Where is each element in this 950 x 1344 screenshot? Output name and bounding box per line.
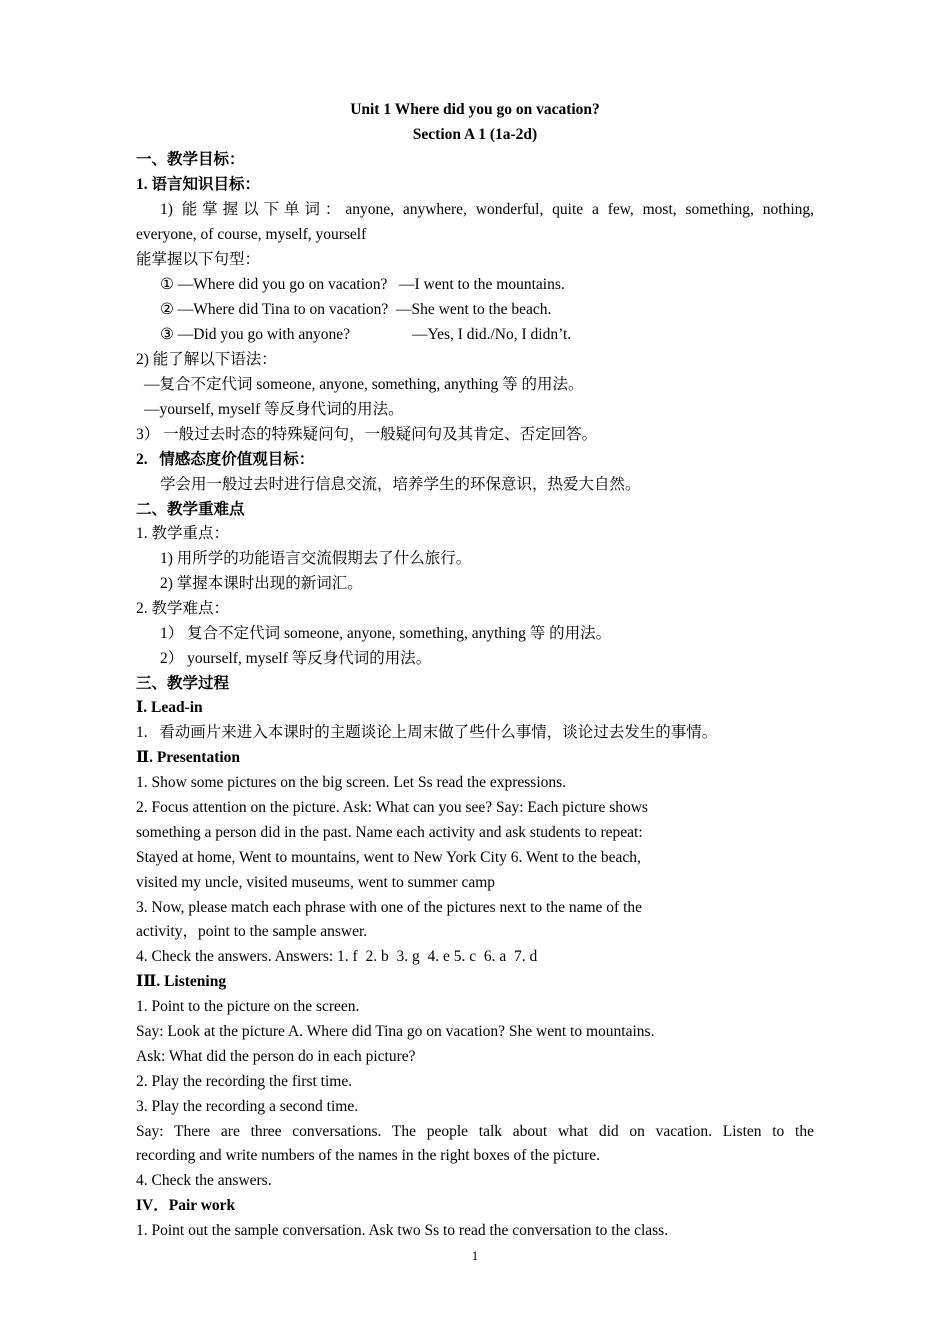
heading-attitude-goals: 2. 情感态度价值观目标： bbox=[136, 451, 315, 468]
text-line: Say: Look at the picture A. Where did Tina go on vacation? She went to mountains. bbox=[136, 1023, 655, 1040]
text-line: 2. 教学难点： bbox=[136, 600, 230, 617]
text-line: everyone, of course, myself, yourself bbox=[136, 226, 367, 243]
heading-pair-work: IV．Pair work bbox=[136, 1197, 236, 1214]
document-subtitle: Section A 1 (1a-2d) bbox=[412, 126, 538, 143]
heading-presentation: Ⅱ. Presentation bbox=[136, 749, 241, 766]
text-line: 2） yourself, myself 等反身代词的用法。 bbox=[160, 650, 432, 667]
text-line: 2. Focus attention on the picture. Ask: What can you see? Say: Each picture shows bbox=[136, 799, 648, 816]
text-line: 1. 看动画片来进入本课时的主题谈论上周末做了些什么事情，谈论过去发生的事情。 bbox=[136, 724, 718, 741]
text-line: 1. 教学重点： bbox=[136, 525, 230, 542]
page-number: 1 bbox=[471, 1248, 479, 1263]
text-line: 1. Point to the picture on the screen. bbox=[136, 998, 360, 1015]
text-line: 2) 掌握本课时出现的新词汇。 bbox=[160, 575, 363, 592]
text-line: 2. Play the recording the first time. bbox=[136, 1073, 353, 1090]
text-line: —复合不定代词 someone, anyone, something, anything 等 的用法。 bbox=[144, 376, 584, 393]
text-line: visited my uncle, visited museums, went to summer camp bbox=[136, 874, 496, 891]
text-line: Ask: What did the person do in each picture? bbox=[136, 1048, 416, 1065]
text-line: 能掌握以下句型： bbox=[136, 251, 261, 268]
sentence-pattern-2: ② —Where did Tina to on vacation? —She went to the beach. bbox=[160, 301, 552, 318]
heading-objectives: 一、教学目标： bbox=[136, 151, 245, 168]
text-line: 1) 用所学的功能语言交流假期去了什么旅行。 bbox=[160, 550, 472, 567]
text-line: Say: There are three conversations. The people talk about what did on vacation. Listen to the bbox=[136, 1123, 814, 1140]
text-line: 1. Point out the sample conversation. Ask two Ss to read the conversation to the class. bbox=[136, 1222, 669, 1239]
text-line: 1) 能掌握以下单词：anyone, anywhere, wonderful, quite a few, most, something, nothing, bbox=[160, 201, 814, 218]
text-line: 1） 复合不定代词 someone, anyone, something, anything 等 的用法。 bbox=[160, 625, 612, 642]
text-line: 2) 能了解以下语法： bbox=[136, 351, 277, 368]
document-title: Unit 1 Where did you go on vacation? bbox=[350, 101, 600, 118]
text-line: —yourself, myself 等反身代词的用法。 bbox=[144, 401, 404, 418]
text-line: Stayed at home, Went to mountains, went to New York City 6. Went to the beach, bbox=[136, 849, 641, 866]
text-line: 4. Check the answers. bbox=[136, 1172, 272, 1189]
text-line: 3. Now, please match each phrase with one of the pictures next to the name of the bbox=[136, 899, 643, 916]
heading-lead-in: Ⅰ. Lead-in bbox=[136, 699, 203, 716]
text-line: 1. Show some pictures on the big screen. Let Ss read the expressions. bbox=[136, 774, 567, 791]
heading-key-points: 二、教学重难点 bbox=[136, 501, 245, 518]
text-line: 学会用一般过去时进行信息交流，培养学生的环保意识，热爱大自然。 bbox=[160, 476, 641, 493]
text-line: activity，point to the sample answer. bbox=[136, 923, 368, 940]
sentence-pattern-3: ③ —Did you go with anyone? —Yes, I did./No, I didn’t. bbox=[160, 326, 572, 343]
sentence-pattern-1: ① —Where did you go on vacation? —I went to the mountains. bbox=[160, 276, 565, 293]
heading-teaching-process: 三、教学过程 bbox=[136, 675, 230, 692]
text-line: something a person did in the past. Name each activity and ask students to repeat: bbox=[136, 824, 643, 841]
text-line: recording and write numbers of the names in the right boxes of the picture. bbox=[136, 1147, 601, 1164]
text-line: 3. Play the recording a second time. bbox=[136, 1098, 359, 1115]
text-line: 3） 一般过去时态的特殊疑问句，一般疑问句及其肯定、否定回答。 bbox=[136, 426, 598, 443]
heading-listening: ⅠⅡ. Listening bbox=[136, 973, 227, 990]
text-line: 4. Check the answers. Answers: 1. f 2. b 3. g 4. e 5. c 6. a 7. d bbox=[136, 948, 538, 965]
heading-language-goals: 1. 语言知识目标： bbox=[136, 176, 261, 193]
